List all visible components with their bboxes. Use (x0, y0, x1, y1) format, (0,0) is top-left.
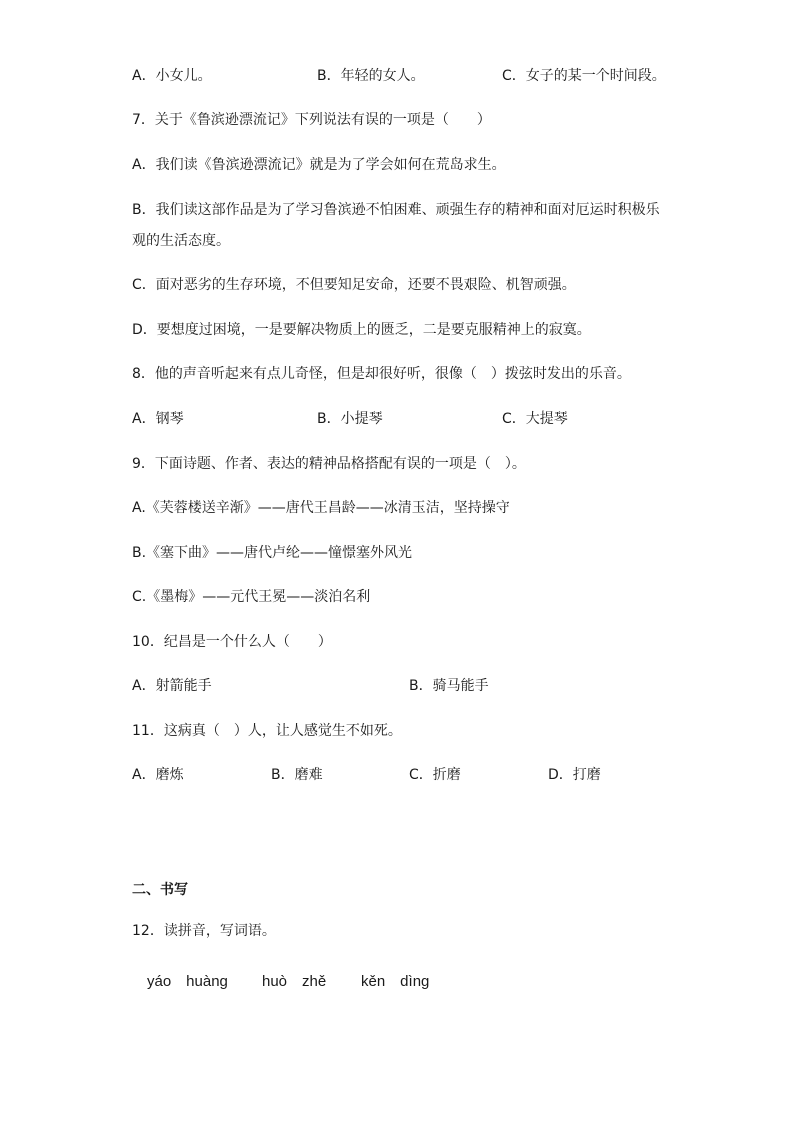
q7-option-c: C．面对恶劣的生存环境，不但要知足安命，还要不畏艰险、机智顽强。 (132, 277, 576, 293)
q6-option-c: C．女子的某一个时间段。 (502, 68, 666, 84)
q8-stem: 8．他的声音听起来有点儿奇怪，但是却很好听，很像（ ）拨弦时发出的乐音。 (132, 366, 631, 382)
q9-option-b: B.《塞下曲》——唐代卢纶——憧憬塞外风光 (132, 545, 413, 561)
q11-option-b: B．磨难 (271, 767, 323, 783)
q7-option-b-line1: B．我们读这部作品是为了学习鲁滨逊不怕困难、顽强生存的精神和面对厄运时积极乐 (132, 202, 660, 218)
q11-option-a: A．磨炼 (132, 767, 184, 783)
q11-option-d: D．打磨 (548, 767, 601, 783)
q10-option-b: B．骑马能手 (409, 678, 489, 694)
q8-option-b: B．小提琴 (317, 411, 383, 427)
q10-option-a: A．射箭能手 (132, 678, 212, 694)
q12-stem: 12．读拼音，写词语。 (132, 923, 276, 939)
q9-option-a: A.《芙蓉楼送辛渐》——唐代王昌龄——冰清玉洁，坚持操守 (132, 500, 510, 516)
q12-pinyin-3: kěn dìng (361, 973, 430, 990)
q7-option-b-line2: 观的生活态度。 (132, 233, 230, 249)
q7-option-d: D．要想度过困境，一是要解决物质上的匮乏，二是要克服精神上的寂寞。 (132, 322, 591, 338)
q7-stem: 7．关于《鲁滨逊漂流记》下列说法有误的一项是（ ） (132, 112, 491, 128)
q8-option-a: A．钢琴 (132, 411, 184, 427)
q6-option-a: A．小女儿。 (132, 68, 212, 84)
section-heading-writing: 二、书写 (132, 882, 188, 898)
q7-option-a: A．我们读《鲁滨逊漂流记》就是为了学会如何在荒岛求生。 (132, 157, 506, 173)
q11-stem: 11．这病真（ ）人，让人感觉生不如死。 (132, 723, 402, 739)
q12-pinyin-1: yáo huàng (147, 973, 228, 990)
q8-option-c: C．大提琴 (502, 411, 568, 427)
q12-pinyin-2: huò zhě (262, 973, 327, 990)
q6-option-b: B．年轻的女人。 (317, 68, 425, 84)
q9-stem: 9．下面诗题、作者、表达的精神品格搭配有误的一项是（ ）。 (132, 456, 526, 472)
q11-option-c: C．折磨 (409, 767, 461, 783)
q10-stem: 10．纪昌是一个什么人（ ） (132, 634, 332, 650)
q9-option-c: C.《墨梅》——元代王冕——淡泊名利 (132, 589, 371, 605)
